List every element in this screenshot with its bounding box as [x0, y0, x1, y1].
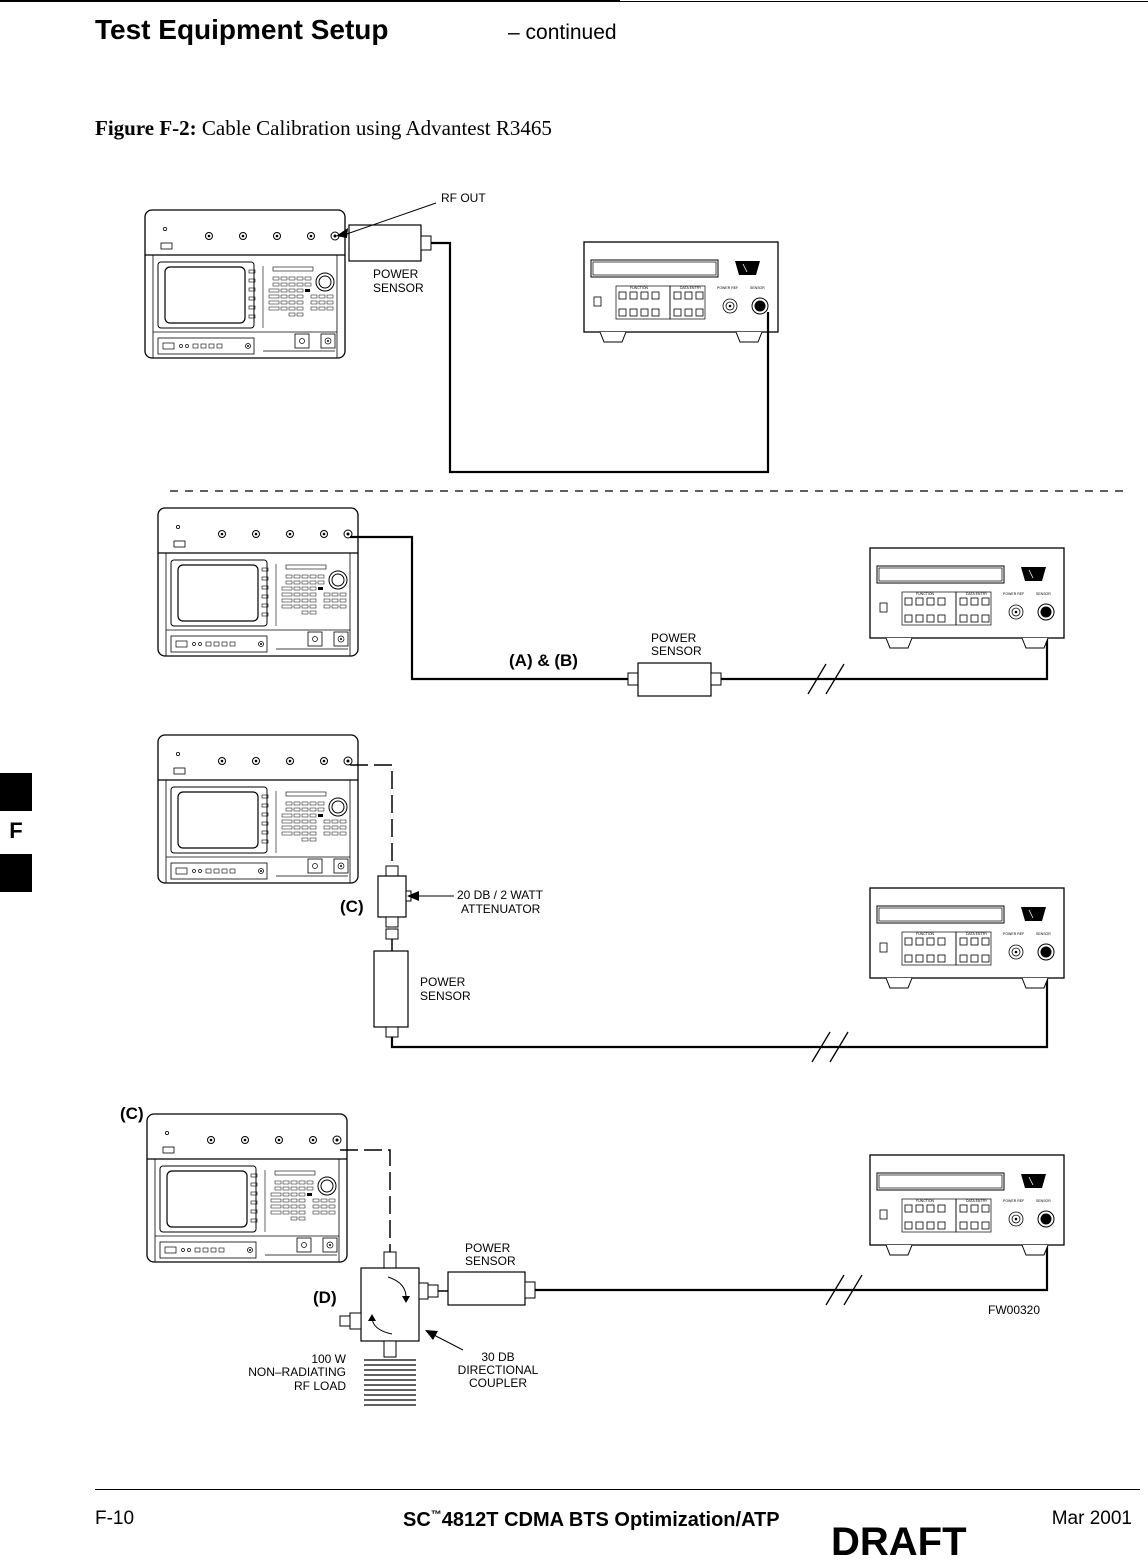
- footer-title-sc: SC: [403, 1509, 431, 1531]
- power-meter-3: [870, 888, 1064, 988]
- attenuator-label-a: 20 DB / 2 WATT: [457, 888, 544, 902]
- coupler-label-b: DIRECTIONAL: [457, 1363, 539, 1377]
- attenuator: [378, 876, 406, 917]
- coupler-leader: [432, 1334, 463, 1350]
- label-a-and-b: (A) & (B): [509, 651, 578, 670]
- label-c-1: (C): [340, 897, 364, 916]
- page-title: Test Equipment Setup: [95, 14, 389, 45]
- attenuator-label-b: ATTENUATOR: [461, 902, 541, 916]
- directional-coupler: [361, 1268, 419, 1341]
- rf-out-label: RF OUT: [441, 191, 486, 205]
- figure-caption-text: Cable Calibration using Advantest R3465: [201, 116, 552, 140]
- side-tab-bottom: [0, 854, 32, 892]
- figure-number: Figure F-2:: [95, 116, 197, 140]
- power-meter-1: [584, 242, 778, 342]
- power-sensor-label-1a: POWER: [373, 267, 419, 281]
- power-sensor-label-d-b: SENSOR: [465, 1254, 516, 1268]
- power-sensor-label-ab-b: SENSOR: [651, 644, 702, 658]
- sensor-connector-d-right: [525, 1282, 535, 1298]
- spectrum-analyzer-1: [145, 210, 345, 358]
- power-sensor-label-c-b: SENSOR: [420, 989, 471, 1003]
- footer-date: Mar 2001: [1051, 1508, 1132, 1529]
- figure-id: FW00320: [988, 1303, 1041, 1317]
- power-sensor-1: [349, 225, 421, 261]
- sensor-connector-d: [428, 1285, 438, 1297]
- coupler-arrowhead: [425, 1330, 438, 1340]
- coupler-port-left-cap: [340, 1316, 350, 1326]
- footer-title: [403, 1509, 780, 1532]
- coupler-connector-bottom: [384, 1341, 396, 1357]
- coupler-connector-top: [384, 1252, 396, 1268]
- coupler-label-c: COUPLER: [468, 1376, 528, 1390]
- power-sensor-label-ab-a: POWER: [651, 631, 697, 645]
- power-meter-2: [870, 548, 1064, 648]
- sensor-connector-ab-right: [711, 673, 721, 685]
- power-sensor-ab: [638, 663, 711, 696]
- power-meter-4: [870, 1155, 1064, 1255]
- power-sensor-c: [374, 951, 408, 1027]
- test-cable-ab: [350, 537, 628, 679]
- attenuator-connector-top: [386, 866, 398, 876]
- load-label-a: 100 W: [311, 1352, 346, 1366]
- footer-rule: [95, 1489, 1140, 1490]
- power-sensor-label-d-a: POWER: [465, 1241, 511, 1255]
- side-tab-letter: F: [9, 818, 23, 843]
- label-d: (D): [313, 1288, 337, 1307]
- rf-load: [364, 1360, 416, 1405]
- trademark-symbol: ™: [430, 1509, 442, 1521]
- coupler-label-a: 30 DB: [481, 1350, 515, 1364]
- load-label-c: RF LOAD: [293, 1379, 346, 1393]
- spectrum-analyzer-4: [147, 1114, 347, 1262]
- coupler-port-left: [350, 1313, 361, 1329]
- coupler-port-right: [419, 1283, 428, 1299]
- cable-calibration-diagram: FUNCTION DATA ENTRY POWER REF SENSOR RF OUT POWER SENSOR POWER SENSOR (A) & (B) 20 DB / 2 WATT ATTENUATOR (C) POWER SENSOR (C) (D) POWER SENSOR 100 W NON–RADIATING RF LOAD 30 DB DIRECTIONAL COUPLER FW00320: [0, 0, 1148, 1480]
- spectrum-analyzer-3: [158, 735, 358, 883]
- power-sensor-d: [448, 1272, 525, 1305]
- attenuator-connector-bottom: [386, 917, 398, 927]
- power-sensor-label-c-a: POWER: [420, 975, 466, 989]
- sensor-connector-c-top: [386, 929, 398, 939]
- side-tab-top: [0, 773, 32, 811]
- sensor-connector-c-bottom: [386, 1027, 398, 1037]
- footer-title-rest: 4812T CDMA BTS Optimization/ATP: [441, 1509, 780, 1531]
- page-title-continued: – continued: [508, 21, 617, 44]
- spectrum-analyzer-2: [158, 508, 358, 656]
- load-label-b: NON–RADIATING: [248, 1365, 346, 1379]
- sensor-cable-c: [392, 970, 1047, 1047]
- draft-mark: DRAFT: [831, 1520, 967, 1564]
- sensor-connector-1: [421, 236, 431, 250]
- page-number: F-10: [95, 1508, 135, 1529]
- power-sensor-label-1b: SENSOR: [373, 281, 424, 295]
- sensor-connector-ab-left: [628, 673, 638, 685]
- label-c-2: (C): [120, 1104, 144, 1123]
